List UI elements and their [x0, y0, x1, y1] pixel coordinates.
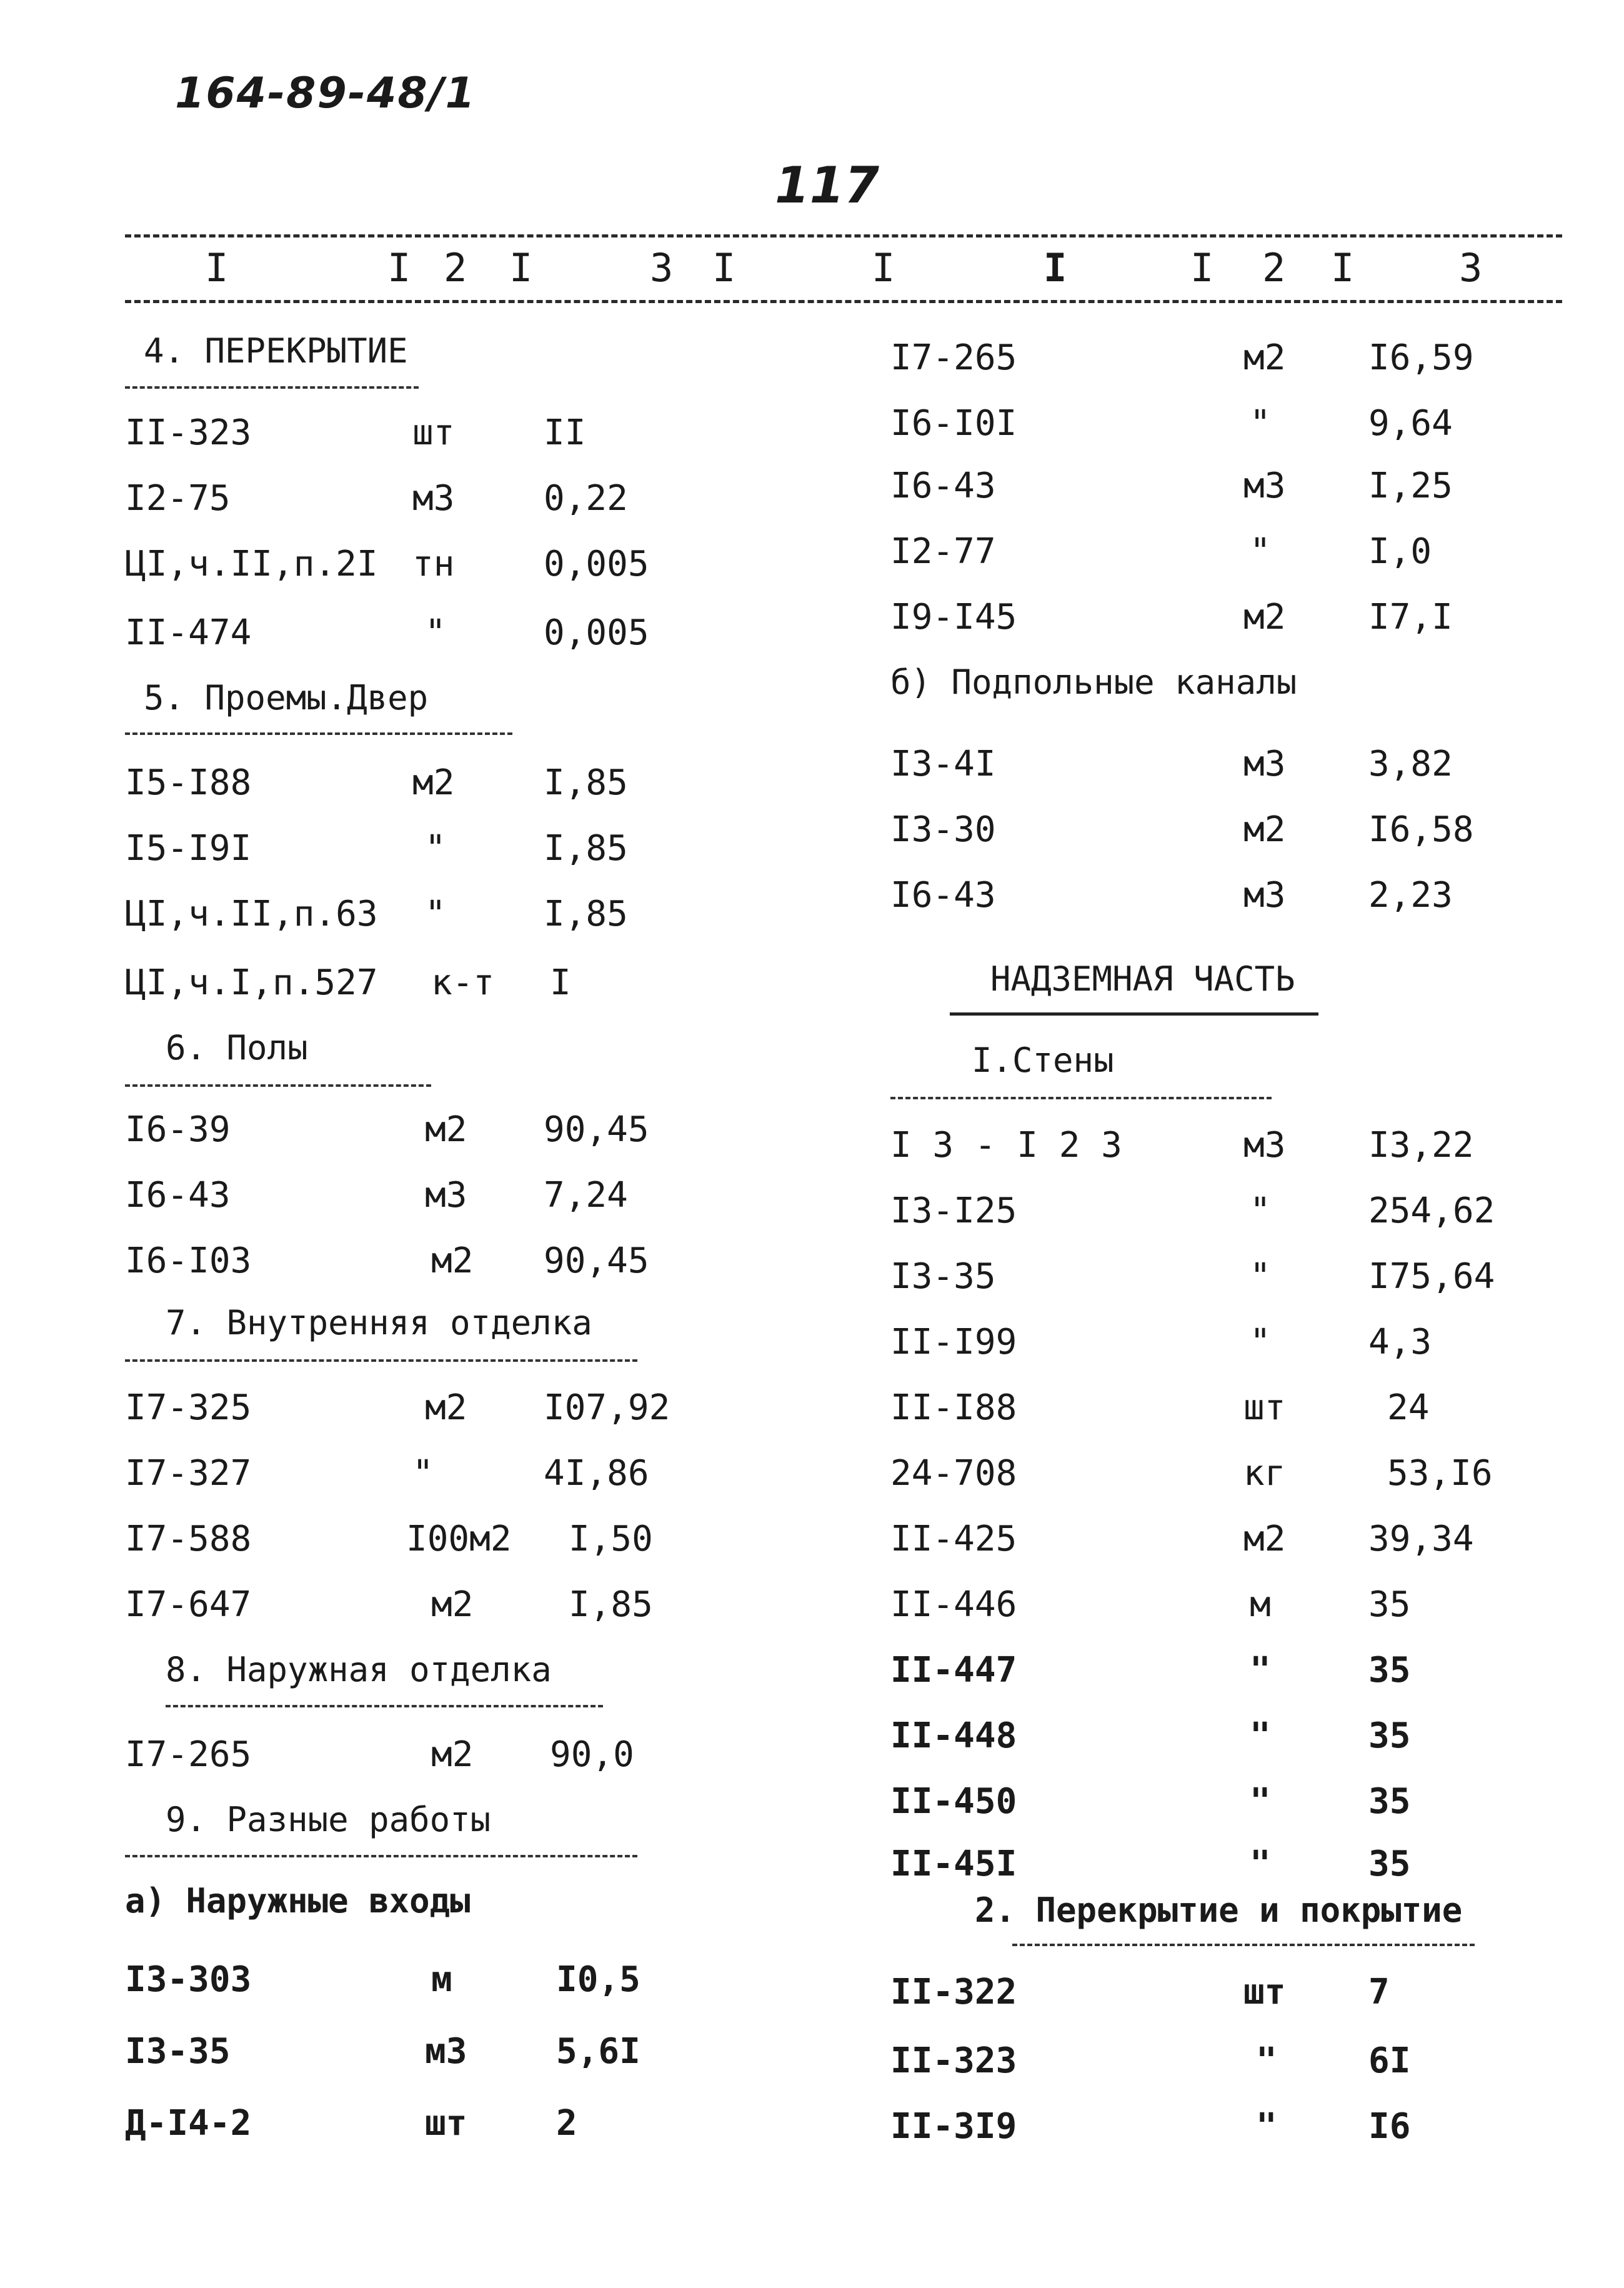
- row-qty: I6,59: [1368, 337, 1474, 378]
- row-qty: I,85: [544, 828, 628, 869]
- row-code: ЦI,ч.II,п.2I: [125, 544, 378, 584]
- row-unit: м2: [1243, 597, 1286, 637]
- row-qty: I,25: [1368, 466, 1453, 506]
- page-number: 117: [775, 156, 879, 214]
- row-code: I7-647: [125, 1584, 252, 1625]
- section-underline: [125, 732, 512, 735]
- row-unit: к-т: [431, 962, 495, 1003]
- header-right-col-3: 3: [1459, 245, 1483, 291]
- row-code: I7-588: [125, 1519, 252, 1559]
- row-qty: 6I: [1368, 2041, 1411, 2081]
- row-qty: I,85: [544, 894, 628, 934]
- row-code: I7-265: [890, 337, 1017, 378]
- row-qty: I3,22: [1368, 1125, 1474, 1166]
- row-unit: м2: [1243, 809, 1286, 850]
- row-unit: ": [412, 1453, 434, 1494]
- row-code: Д-I4-2: [125, 2103, 252, 2144]
- section-underline: [125, 1855, 637, 1857]
- section-heading: 5. Проемы.Двер: [144, 678, 429, 717]
- row-qty: I07,92: [544, 1387, 670, 1428]
- row-code: II-45I: [890, 1844, 1017, 1884]
- row-qty: 4,3: [1368, 1322, 1432, 1362]
- row-unit: ": [1250, 1256, 1271, 1297]
- part-heading-underline: [950, 1012, 1318, 1016]
- row-qty: II: [544, 412, 586, 453]
- subsection-heading: б) Подпольные каналы: [890, 662, 1297, 702]
- row-code: II-323: [890, 2041, 1017, 2081]
- row-qty: 5,6I: [556, 2031, 640, 2072]
- row-qty: 4I,86: [544, 1453, 649, 1494]
- row-unit: м3: [1243, 875, 1286, 916]
- row-qty: 90,45: [544, 1241, 649, 1281]
- row-unit: ": [425, 828, 446, 869]
- row-unit: м2: [431, 1734, 474, 1775]
- row-code: I2-77: [890, 531, 996, 572]
- row-qty: 35: [1368, 1844, 1411, 1884]
- subsection-heading: а) Наружные входы: [125, 1881, 471, 1921]
- section-heading: 9. Разные работы: [166, 1800, 491, 1839]
- row-qty: 0,005: [544, 544, 649, 584]
- row-qty: 9,64: [1368, 403, 1453, 444]
- header-left-sep-1: I: [387, 245, 411, 291]
- section-heading: 4. ПЕРЕКРЫТИЕ: [144, 331, 408, 371]
- row-code: II-323: [125, 412, 252, 453]
- header-top-rule: [125, 234, 1562, 237]
- row-unit: шт: [1243, 1972, 1286, 2012]
- row-unit: ": [1250, 1322, 1271, 1362]
- row-unit: ": [1250, 1844, 1271, 1884]
- row-unit: I00м2: [406, 1519, 512, 1559]
- row-qty: I7,I: [1368, 597, 1453, 637]
- row-unit: м2: [1243, 337, 1286, 378]
- row-code: 24-708: [890, 1453, 1017, 1494]
- row-code: I7-265: [125, 1734, 252, 1775]
- section-underline: [166, 1705, 603, 1707]
- row-code: I6-I03: [125, 1241, 252, 1281]
- row-code: II-474: [125, 612, 252, 653]
- row-qty: 2,23: [1368, 875, 1453, 916]
- row-code: II-I88: [890, 1387, 1017, 1428]
- row-qty: 35: [1368, 1584, 1411, 1625]
- row-unit: м3: [412, 478, 455, 519]
- row-code: I3-30: [890, 809, 996, 850]
- document-number: 164-89-48/1: [175, 69, 476, 118]
- row-unit: м: [431, 1959, 452, 2000]
- row-code: I3-4I: [890, 744, 996, 784]
- section-underline: [890, 1097, 1272, 1099]
- row-qty: I,85: [569, 1584, 653, 1625]
- section-underline: [125, 386, 419, 389]
- row-code: II-425: [890, 1519, 1017, 1559]
- row-qty: 0,22: [544, 478, 628, 519]
- row-qty: I,50: [569, 1519, 653, 1559]
- row-code: I6-43: [890, 875, 996, 916]
- header-left-sep-2: I: [509, 245, 533, 291]
- row-qty: 90,45: [544, 1109, 649, 1150]
- row-unit: м: [1250, 1584, 1271, 1625]
- row-unit: ": [425, 894, 446, 934]
- row-code: II-I99: [890, 1322, 1017, 1362]
- row-code: II-447: [890, 1650, 1017, 1691]
- section-heading: 2. Перекрытие и покрытие: [975, 1891, 1463, 1930]
- row-code: I6-I0I: [890, 403, 1017, 444]
- row-unit: ": [425, 612, 446, 653]
- row-code: ЦI,ч.II,п.63: [125, 894, 378, 934]
- row-code: I2-75: [125, 478, 231, 519]
- row-qty: 24: [1387, 1387, 1430, 1428]
- row-unit: шт: [1243, 1387, 1286, 1428]
- row-code: ЦI,ч.I,п.527: [125, 962, 378, 1003]
- row-qty: 35: [1368, 1781, 1411, 1822]
- row-code: I7-325: [125, 1387, 252, 1428]
- row-code: I3-303: [125, 1959, 252, 2000]
- header-left-sep-3: I: [712, 245, 736, 291]
- row-qty: I75,64: [1368, 1256, 1495, 1297]
- row-code: I6-43: [125, 1175, 231, 1216]
- header-right-sep-0: I: [872, 245, 895, 291]
- row-unit: ": [1250, 1781, 1271, 1822]
- row-unit: м2: [431, 1584, 474, 1625]
- header-right-sep-1: I: [1190, 245, 1214, 291]
- header-right-sep-2: I: [1331, 245, 1355, 291]
- row-unit: ": [1256, 2041, 1277, 2081]
- row-qty: 7: [1368, 1972, 1390, 2012]
- row-qty: 53,I6: [1387, 1453, 1493, 1494]
- row-unit: м2: [1243, 1519, 1286, 1559]
- header-left-col-2: 2: [444, 245, 467, 291]
- row-unit: ": [1250, 1716, 1271, 1756]
- row-code: II-448: [890, 1716, 1017, 1756]
- section-underline: [125, 1359, 637, 1362]
- row-code: II-322: [890, 1972, 1017, 2012]
- header-left-col-1: I: [205, 245, 229, 291]
- row-unit: м3: [425, 2031, 467, 2072]
- row-unit: м2: [425, 1387, 467, 1428]
- row-code: I9-I45: [890, 597, 1017, 637]
- row-unit: кг: [1243, 1453, 1286, 1494]
- row-unit: ": [1250, 1650, 1271, 1691]
- section-underline: [125, 1084, 431, 1087]
- section-heading: I.Стены: [972, 1041, 1114, 1080]
- row-qty: 39,34: [1368, 1519, 1474, 1559]
- row-qty: I0,5: [556, 1959, 640, 2000]
- row-qty: 0,005: [544, 612, 649, 653]
- header-right-col-1: I: [1044, 245, 1067, 291]
- row-qty: I6,58: [1368, 809, 1474, 850]
- row-unit: м3: [425, 1175, 467, 1216]
- row-code: I 3 - I 2 3: [890, 1125, 1122, 1166]
- section-heading: 7. Внутренняя отделка: [166, 1303, 592, 1342]
- row-unit: ": [1250, 403, 1271, 444]
- row-unit: ": [1250, 531, 1271, 572]
- row-qty: I: [550, 962, 571, 1003]
- header-bottom-rule: [125, 300, 1562, 303]
- section-underline: [1012, 1944, 1475, 1946]
- row-code: I6-43: [890, 466, 996, 506]
- row-qty: I6: [1368, 2106, 1411, 2147]
- row-unit: м2: [412, 762, 455, 803]
- row-code: I5-I9I: [125, 828, 252, 869]
- row-unit: шт: [412, 412, 455, 453]
- header-right-col-2: 2: [1262, 245, 1286, 291]
- row-qty: 254,62: [1368, 1191, 1495, 1231]
- row-unit: тн: [412, 544, 455, 584]
- row-qty: 35: [1368, 1650, 1411, 1691]
- row-qty: I,85: [544, 762, 628, 803]
- row-qty: I,0: [1368, 531, 1432, 572]
- row-code: I7-327: [125, 1453, 252, 1494]
- row-qty: 3,82: [1368, 744, 1453, 784]
- row-unit: ": [1250, 1191, 1271, 1231]
- row-unit: м2: [425, 1109, 467, 1150]
- row-unit: шт: [425, 2103, 467, 2144]
- row-unit: м3: [1243, 466, 1286, 506]
- section-heading: 6. Полы: [166, 1028, 308, 1067]
- row-unit: м3: [1243, 1125, 1286, 1166]
- row-unit: ": [1256, 2106, 1277, 2147]
- part-heading: НАДЗЕМНАЯ ЧАСТЬ: [990, 959, 1295, 999]
- header-left-col-3: 3: [650, 245, 674, 291]
- row-code: II-450: [890, 1781, 1017, 1822]
- row-unit: м2: [431, 1241, 474, 1281]
- row-unit: м3: [1243, 744, 1286, 784]
- row-code: I5-I88: [125, 762, 252, 803]
- row-qty: 7,24: [544, 1175, 628, 1216]
- row-qty: 35: [1368, 1716, 1411, 1756]
- row-code: I3-35: [125, 2031, 231, 2072]
- row-code: I6-39: [125, 1109, 231, 1150]
- row-code: I3-I25: [890, 1191, 1017, 1231]
- row-code: I3-35: [890, 1256, 996, 1297]
- row-code: II-446: [890, 1584, 1017, 1625]
- row-code: II-3I9: [890, 2106, 1017, 2147]
- section-heading: 8. Наружная отделка: [166, 1650, 552, 1689]
- row-qty: 2: [556, 2103, 577, 2144]
- row-qty: 90,0: [550, 1734, 634, 1775]
